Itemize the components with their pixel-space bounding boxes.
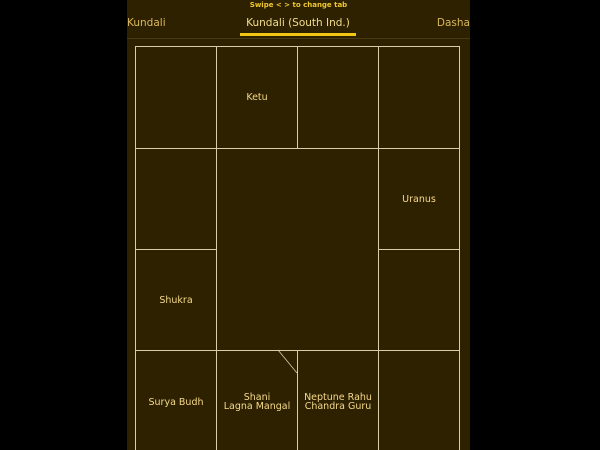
house-planets: Ketu bbox=[246, 92, 268, 103]
house-cell-r0c0[interactable] bbox=[135, 46, 217, 149]
app-screen bbox=[127, 0, 470, 450]
south-indian-kundali-chart bbox=[135, 46, 461, 450]
house-cell-r3c1-lagna[interactable] bbox=[216, 350, 298, 450]
tab-kundali-south-indian[interactable]: Kundali (South Ind.) bbox=[246, 17, 350, 29]
house-cell-r0c2[interactable] bbox=[297, 46, 379, 149]
house-cell-r3c0[interactable] bbox=[135, 350, 217, 450]
house-cell-r2c0[interactable] bbox=[135, 249, 217, 351]
chart-center bbox=[216, 148, 379, 351]
house-planets: Surya Budh bbox=[148, 396, 204, 408]
tab-dasha[interactable]: Dasha bbox=[436, 17, 470, 29]
house-planets-line1: Neptune Rahu bbox=[304, 392, 372, 403]
house-cell-r3c2[interactable] bbox=[297, 350, 379, 450]
house-planets-line2: Chandra Guru bbox=[304, 401, 372, 412]
house-planets-line2: Lagna Mangal bbox=[223, 401, 291, 412]
house-cell-r2c3[interactable] bbox=[378, 249, 460, 351]
house-planets: Uranus bbox=[402, 193, 436, 205]
house-cell-r1c0[interactable] bbox=[135, 148, 217, 250]
house-cell-r0c3[interactable] bbox=[378, 46, 460, 149]
house-cell-r3c3[interactable] bbox=[378, 350, 460, 450]
tab-kundali[interactable]: Kundali bbox=[127, 17, 166, 29]
house-planets-line1: Shani bbox=[243, 392, 271, 403]
house-planets: Shukra bbox=[159, 294, 193, 306]
house-cell-r1c3[interactable] bbox=[378, 148, 460, 250]
swipe-hint: Swipe < > to change tab bbox=[249, 1, 348, 9]
tab-bar bbox=[127, 12, 470, 39]
house-cell-r0c1[interactable] bbox=[216, 46, 298, 149]
active-tab-indicator bbox=[240, 33, 356, 36]
